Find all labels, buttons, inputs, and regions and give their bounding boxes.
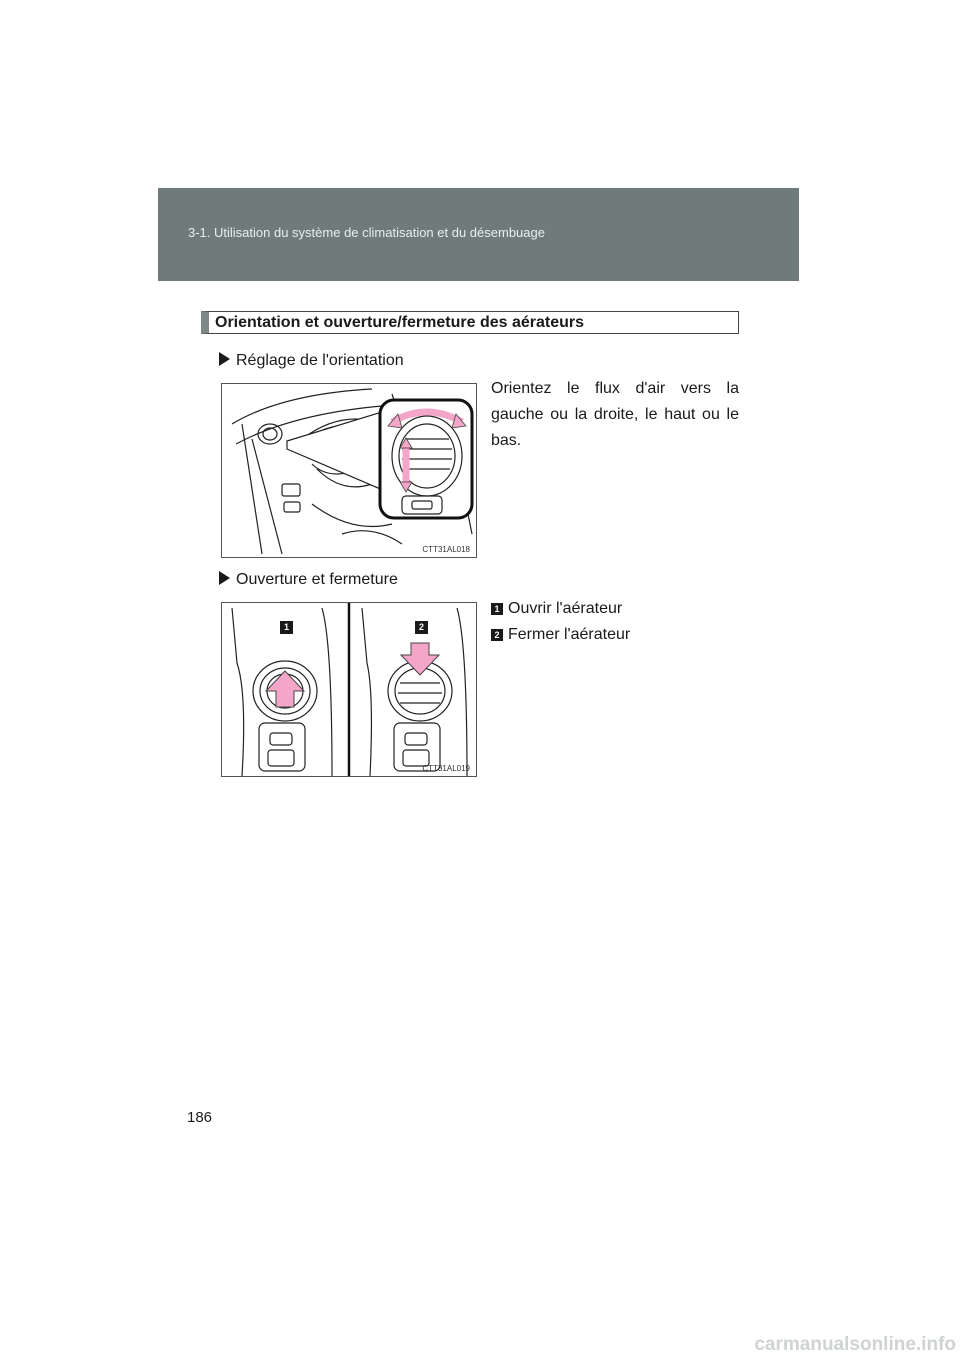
- figure-code-2: CTT31AL019: [422, 764, 470, 773]
- number-badge-2: 2: [491, 629, 503, 641]
- list-item-open-vent: [491, 600, 622, 618]
- chapter-header-band: [158, 188, 799, 281]
- section-title: Orientation et ouverture/fermeture des aérateurs: [215, 314, 585, 331]
- subheading-open-close-text: Ouverture et fermeture: [236, 571, 398, 588]
- list-item-text-open: Ouvrir l'aérateur: [508, 600, 623, 617]
- subheading-open-close: [219, 571, 398, 589]
- watermark-logo: [720, 1328, 960, 1358]
- figure-badge-1: 1: [280, 621, 293, 634]
- vent-orientation-illustration: [222, 384, 476, 557]
- triangle-bullet-icon: [219, 571, 230, 585]
- figure-vent-open-close: [221, 602, 477, 777]
- page-number: 186: [187, 1109, 213, 1126]
- section-title-box: [201, 311, 739, 334]
- list-item-close-vent: [491, 626, 630, 644]
- figure-code-1: CTT31AL018: [422, 545, 470, 554]
- chapter-breadcrumb: 3-1. Utilisation du système de climatisation et du désembuage: [188, 225, 545, 240]
- orientation-paragraph: Orientez le flux d'air vers la gauche ou la droite, le haut ou le bas.: [491, 380, 739, 449]
- triangle-bullet-icon: [219, 352, 230, 366]
- list-item-text-close: Fermer l'aérateur: [508, 626, 631, 643]
- figure-vent-orientation: [221, 383, 477, 558]
- subheading-orientation-text: Réglage de l'orientation: [236, 352, 404, 369]
- figure-badge-2: 2: [415, 621, 428, 634]
- number-badge-1: 1: [491, 603, 503, 615]
- subheading-orientation: [219, 352, 404, 370]
- vent-open-close-illustration: [222, 603, 476, 776]
- watermark-text: carmanualsonline.info: [754, 1334, 956, 1355]
